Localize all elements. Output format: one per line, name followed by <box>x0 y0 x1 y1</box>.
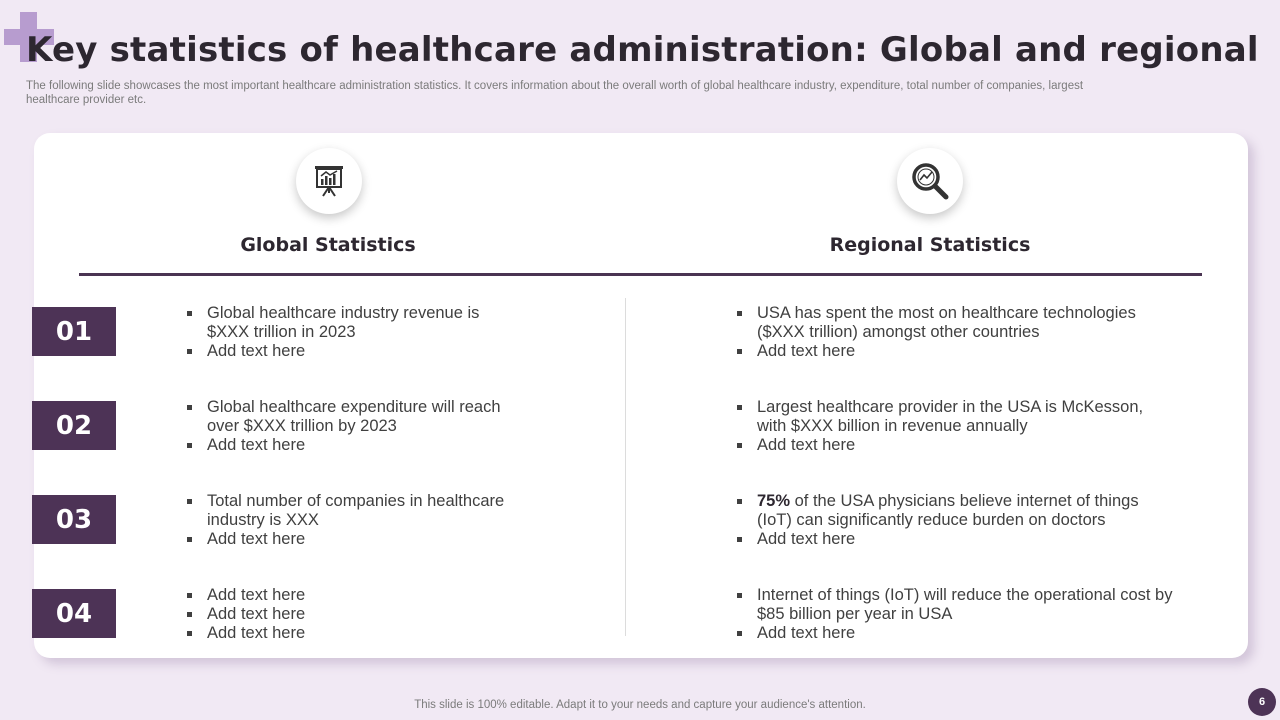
row-number-badge: 01 <box>32 307 116 356</box>
slide-subtitle: The following slide showcases the most important healthcare administration statistics. It covers information about the overall worth of global healthcare industry, expenditure, total number of companies, largest healthcare provider etc. <box>26 80 1084 106</box>
regional-stat-list <box>737 492 1177 549</box>
list-item: Add text here <box>187 342 507 361</box>
list-item: Add text here <box>737 530 1177 549</box>
list-item: Add text here <box>737 624 1177 643</box>
list-item: Add text here <box>187 605 507 624</box>
page-number-badge: 6 <box>1248 688 1276 716</box>
global-stat-list <box>187 304 507 361</box>
list-item: Total number of companies in healthcare industry is XXX <box>187 492 507 530</box>
list-item: Global healthcare expenditure will reach over $XXX trillion by 2023 <box>187 398 507 436</box>
list-item <box>737 492 1177 530</box>
list-item-text: of the USA physicians believe internet of things (IoT) can significantly reduce burden on doctors <box>757 492 1139 529</box>
column-divider <box>625 298 626 636</box>
global-stat-list <box>187 586 507 643</box>
row-number-badge: 04 <box>32 589 116 638</box>
list-item: Add text here <box>737 436 1157 455</box>
global-stat-list <box>187 398 507 455</box>
list-item: Internet of things (IoT) will reduce the operational cost by $85 billion per year in USA <box>737 586 1177 624</box>
row-number-badge: 02 <box>32 401 116 450</box>
regional-stat-list <box>737 304 1177 361</box>
global-stat-list <box>187 492 507 549</box>
presentation-chart-icon <box>296 148 362 214</box>
regional-stat-list <box>737 586 1177 643</box>
global-statistics-heading: Global Statistics <box>240 234 416 256</box>
regional-statistics-heading: Regional Statistics <box>829 234 1031 256</box>
row-number-badge: 03 <box>32 495 116 544</box>
list-item: USA has spent the most on healthcare technologies ($XXX trillion) amongst other countries <box>737 304 1177 342</box>
magnifier-chart-icon <box>897 148 963 214</box>
list-item: Largest healthcare provider in the USA is McKesson, with $XXX billion in revenue annually <box>737 398 1157 436</box>
slide-footer: This slide is 100% editable. Adapt it to your needs and capture your audience's attention. <box>414 699 866 711</box>
list-item: Add text here <box>187 624 507 643</box>
list-item: Add text here <box>187 530 507 549</box>
regional-stat-list <box>737 398 1157 455</box>
statistics-card <box>34 133 1248 658</box>
list-item: Global healthcare industry revenue is $XXX trillion in 2023 <box>187 304 507 342</box>
list-item: Add text here <box>737 342 1177 361</box>
slide-title: Key statistics of healthcare administration: Global and regional <box>26 30 1259 70</box>
list-item: Add text here <box>187 436 507 455</box>
heading-divider <box>79 273 1202 276</box>
list-item: Add text here <box>187 586 507 605</box>
highlight-percentage: 75% <box>757 492 791 510</box>
